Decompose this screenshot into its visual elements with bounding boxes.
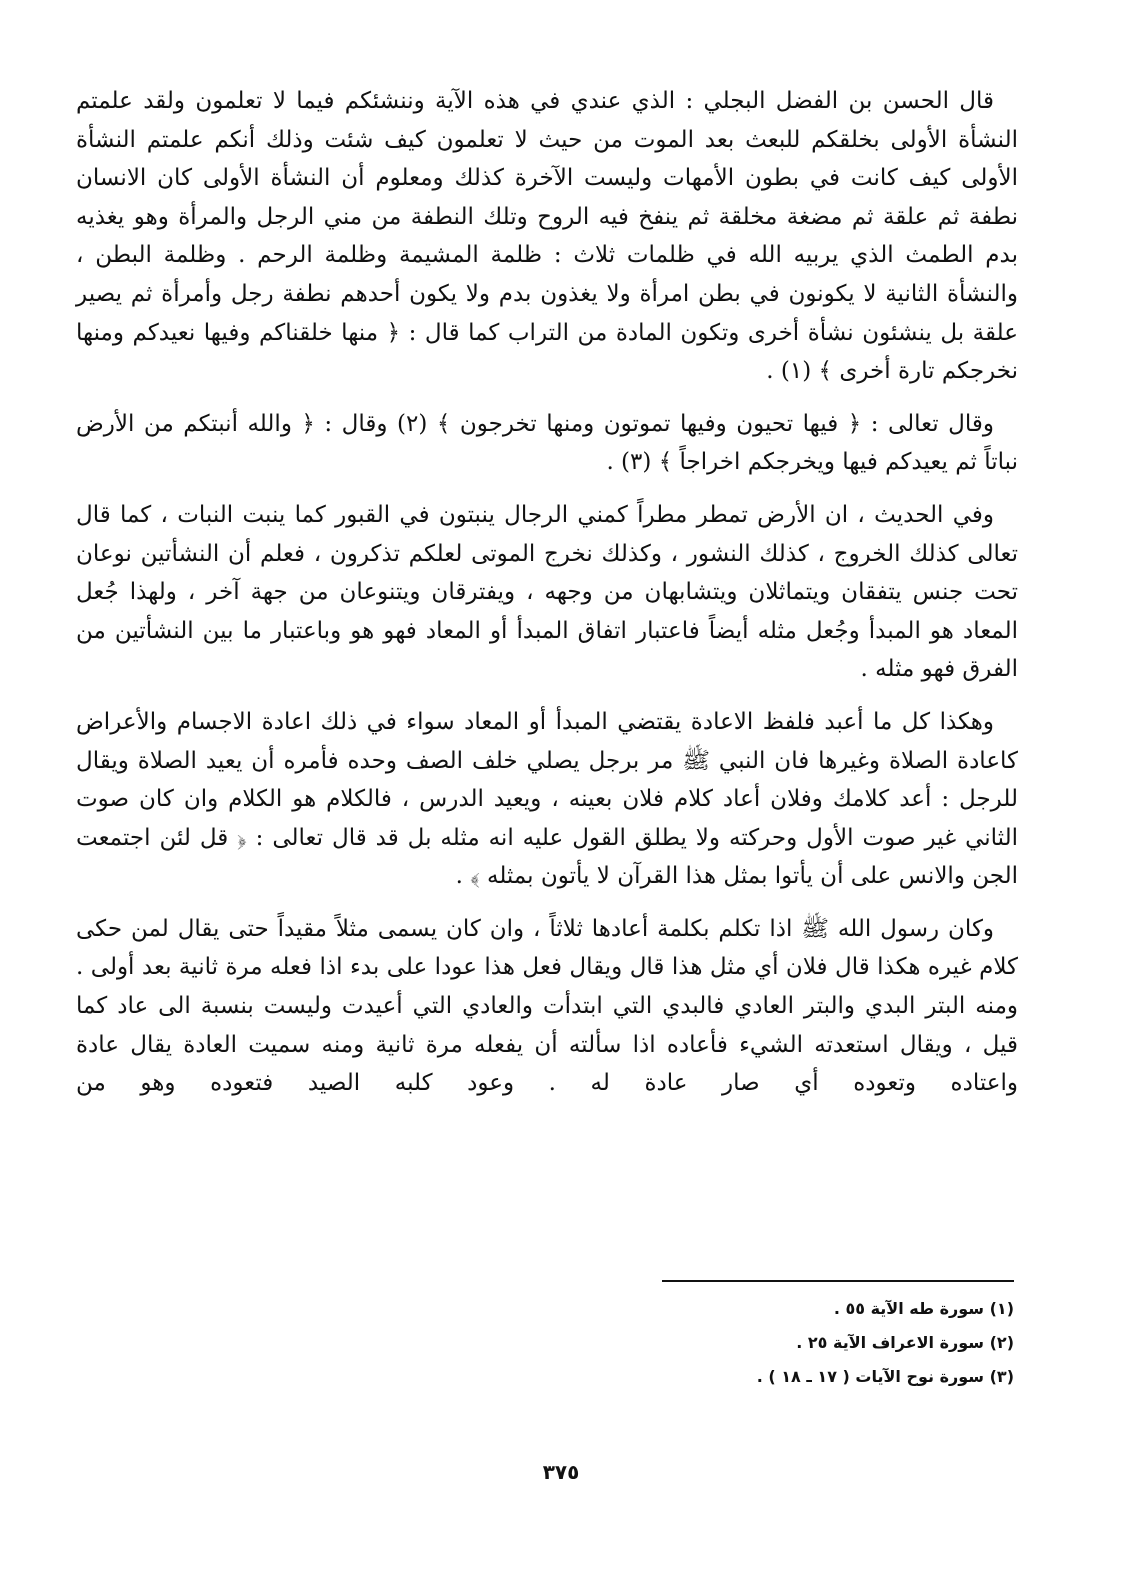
footnote-2: (٢) سورة الاعراف الآية ٢٥ . <box>796 1333 1014 1352</box>
footnote-3: (٣) سورة نوح الآيات ( ١٧ ـ ١٨ ) . <box>756 1367 1014 1386</box>
paragraph-2: وقال تعالى : ﴿ فيها تحيون وفيها تموتون ومنها تخرجون ﴾ (٢) وقال : ﴿ والله أنبتكم من الأرض نباتاً ثم يعيدكم فيها ويخرجكم اخراجاً ﴾ (٣) . <box>76 410 1018 476</box>
paragraph-1: قال الحسن بن الفضل البجلي : الذي عندي في هذه الآية وننشئكم فيما لا تعلمون ولقد علمتم النشأة الأولى بخلقكم للبعث بعد الموت من حيث لا تعلمون كيف شئت وذلك أنكم علمتم النشأة الأولى كيف كانت في بطون الأمهات وليست الآخرة كذلك ومعلوم أن النشأة الأولى كان الانسان نطفة ثم علقة ثم مضغة مخلقة ثم ينفخ فيه الروح وتلك النطفة من مني الرجل والمرأة وهو يغذيه بدم الطمث الذي يربيه الله في ظلمات ثلاث : ظلمة المشيمة وظلمة الرحم . وظلمة البطن ، والنشأة الثانية لا يكونون في بطن امرأة ولا يغذون بدم ولا يكون أحدهم نطفة رجل وأمرأة ثم يصير علقة بل ينشئون نشأة أخرى وتكون المادة من التراب كما قال : ﴿ منها خلقناكم وفيها نعيدكم ومنها نخرجكم تارة أخرى ﴾ (١) . <box>76 88 1018 385</box>
paragraph-5: وكان رسول الله ﷺ اذا تكلم بكلمة أعادها ثلاثاً ، وان كان يسمى مثلاً مقيداً حتى يقال لمن حكى كلام غيره هكذا قال فلان أي مثل هذا قال ويقال فعل هذا عودا على بدء اذا فعله مرة ثانية بعد أولى . ومنه البتر البدي والبتر العادي فالبدي التي ابتدأت والعادي التي أعيدت وليست بنسبة الى عاد كما قيل ، ويقال استعدته الشيء فأعاده اذا سألته أن يفعله مرة ثانية ومنه سميت العادة يقال عادة واعتاده وتعوده أي صار عادة له . وعود كلبه الصيد فتعوده وهو من <box>76 915 1018 1097</box>
main-text <box>76 82 1018 1117</box>
footnotes <box>414 1292 1014 1394</box>
footnote-1: (١) سورة طه الآية ٥٥ . <box>833 1299 1014 1318</box>
paragraph-3: وفي الحديث ، ان الأرض تمطر مطراً كمني الرجال ينبتون في القبور كما ينبت النبات ، كما قال تعالى كذلك الخروج ، كذلك النشور ، وكذلك نخرج الموتى لعلكم تذكرون ، فعلم أن النشأتين نوعان تحت جنس يتفقان ويتماثلان ويتشابهان من وجهه ، ويفترقان ويتنوعان من جهة آخر ، ولهذا جُعل المعاد هو المبدأ وجُعل مثله أيضاً فاعتبار اتفاق المبدأ أو المعاد فهو هو وباعتبار ما بين النشأتين من الفرق فهو مثله . <box>76 501 1018 683</box>
page-number: ٣٧٥ <box>542 1460 580 1484</box>
footnote-divider <box>662 1280 1014 1282</box>
paragraph-4: وهكذا كل ما أعبد فلفظ الاعادة يقتضي المبدأ أو المعاد سواء في ذلك اعادة الاجسام والأعراض كاعادة الصلاة وغيرها فان النبي ﷺ مر برجل يصلي خلف الصف وحده فأمره أن يعيد الصلاة ويقال للرجل : أعد كلامك وفلان أعاد كلام فلان بعينه ، ويعيد الدرس ، فالكلام هو الكلام وان كان صوت الثاني غير صوت الأول وحركته ولا يطلق القول عليه انه مثله بل قد قال تعالى : ﴿ قل لئن اجتمعت الجن والانس على أن يأتوا بمثل هذا القرآن لا يأتون بمثله ﴾ . <box>76 708 1018 890</box>
